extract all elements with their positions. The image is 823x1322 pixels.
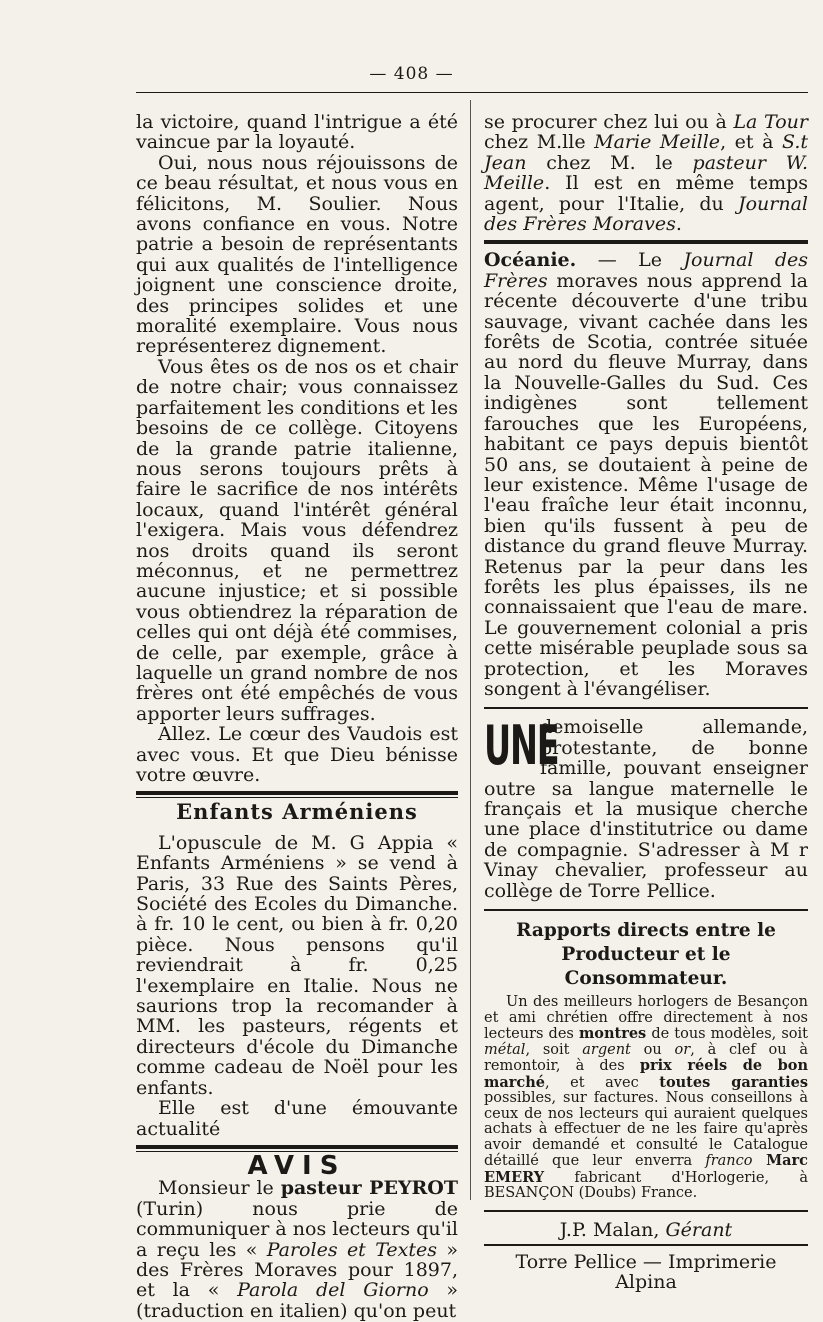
paragraph: Elle est d'une émouvante actualité	[136, 1097, 458, 1140]
avis-paragraph: Monsieur le pasteur PEYROT (Turin) nous prie de communiquer à nos lecteurs qu'il a reçu les « Paroles et Textes » des Frères Moraves pour 1897, et la « Parola del Giorno » (traduction en italien) qu'on peut	[136, 1177, 459, 1322]
paragraph: Allez. Le cœur des Vaudois est avec vous. Et que Dieu bénisse votre œuvre.	[136, 723, 458, 786]
article-continuation: se procurer chez lui ou à La Tour chez M.lle Marie Meille, et à S.t Jean chez M. le pasteur W. Meille. Il est en même temps agent, pour l'Italie, du Journal des Frères Moraves.	[484, 111, 809, 236]
classified-text: demoiselle allemande, protestante, de bonne famille, pouvant enseigner outre sa langue maternelle le français et la musique cherche une place d'institutrice ou dame de compagnie. S'adresser à M r Vinay chevalier, professeur au collège de Torre Pellice.	[484, 716, 808, 902]
gerant-line: J.P. Malan, Gérant	[559, 1218, 733, 1241]
section-rule	[484, 1244, 808, 1246]
oceanie-paragraph: Océanie. — Le Journal des Frères moraves nous apprend la récente découverte d'une tribu sauvage, vivant cachée dans les forêts de Scotia, contrée située au nord du fleuve Murray, dans la Nouvelle-Galles du Sud. Ces indigènes sont tellement farouches que les Européens, habitant ce pays depuis bientôt 50 ans, se doutaient à peine de leur existence. Même l'usage de l'eau fraîche leur était inconnu, bien qu'ils fussent à peu de distance du grand fleuve Murray. Retenus par la peur dans les forêts les plus épaisses, ils ne connaissaient que l'eau de mare. Le gouvernement colonial a pris cette misérable peuplade sous sa protection, et les Moraves songent à l'évangéliser.	[484, 249, 809, 700]
advertisement-text: Un des meilleurs horlogers de Besançon et ami chrétien offre directement à nos lecteurs des montres de tous modèles, soit métal, soit argent ou or, à clef ou à remontoir, à des prix réels de bon marché, et avec toutes garanties possibles, sur factures. Nous conseillons à ceux de nos lecteurs qui auraient quelques achats à effectuer de ne les faire qu'après avoir demandé et consulté le Catalogue détaillé que leur enverra franco Marc EMERY fabricant d'Horlogerie, à BESANÇON (Doubs) France.	[484, 994, 809, 1202]
section-rule-thin	[136, 797, 458, 798]
header-rule	[136, 92, 808, 93]
section-rule	[484, 707, 808, 709]
column-divider	[470, 100, 471, 1200]
imprimerie-line: Torre Pellice — Imprimerie Alpina	[515, 1250, 777, 1294]
section-rule	[136, 1145, 458, 1149]
section-rule	[484, 240, 808, 244]
avis-heading: AVIS	[247, 1150, 347, 1181]
left-column	[136, 112, 458, 1321]
section-rule	[136, 791, 458, 795]
enfants-armeniens-heading: Enfants Arméniens	[176, 799, 418, 825]
section-rule	[484, 909, 808, 911]
article-continuation: la victoire, quand l'intrigue a été vaincue par la loyauté.	[136, 111, 458, 154]
paragraph: Oui, nous nous réjouissons de ce beau résultat, et nous vous en félicitons, M. Soulier. Nous avons confiance en vous. Notre patrie a besoin de représentants qui aux qualités de l'intelligence joignent une conscience droite, des principes solides et une moralité exemplaire. Vous nous représenterez dignement.	[136, 151, 458, 358]
rapports-heading: Rapports directs entre le Producteur et le Consommateur.	[516, 920, 776, 990]
paragraph: L'opuscule de M. G Appia « Enfants Arméniens » se vend à Paris, 33 Rue des Saints Pères, Société des Ecoles du Dimanche. à fr. 10 le cent, ou bien à fr. 0,20 pièce. Nous pensons qu'il reviendrait à fr. 0,25 l'exemplaire en Italie. Nous ne saurions trop la recomander à MM. les pasteurs, régents et directeurs d'école du Dimanche comme cadeau de Noël pour les enfants.	[136, 831, 458, 1099]
page-number: — 408 —	[369, 64, 454, 84]
classified-ad	[484, 714, 808, 902]
paragraph: Vous êtes os de nos os et chair de notre chair; vous connaissez parfaitement les conditions et les besoins de ce collège. Citoyens de la grande patrie italienne, nous serons toujours prêts à faire le sacrifice de nos intérêts locaux, quand l'intérêt général l'exigera. Mais vous défendrez nos droits quand ils seront méconnus, et ne permettrez aucune injustice; et si possible vous obtiendrez la réparation de celles qui ont déjà été commises, de celle, par exemple, grâce à laquelle un grand nombre de nos frères ont été empêchés de vous apporter leurs suffrages.	[136, 355, 458, 725]
section-rule	[484, 1210, 808, 1212]
right-column	[484, 112, 808, 1293]
une-initial: UNE	[484, 714, 559, 778]
